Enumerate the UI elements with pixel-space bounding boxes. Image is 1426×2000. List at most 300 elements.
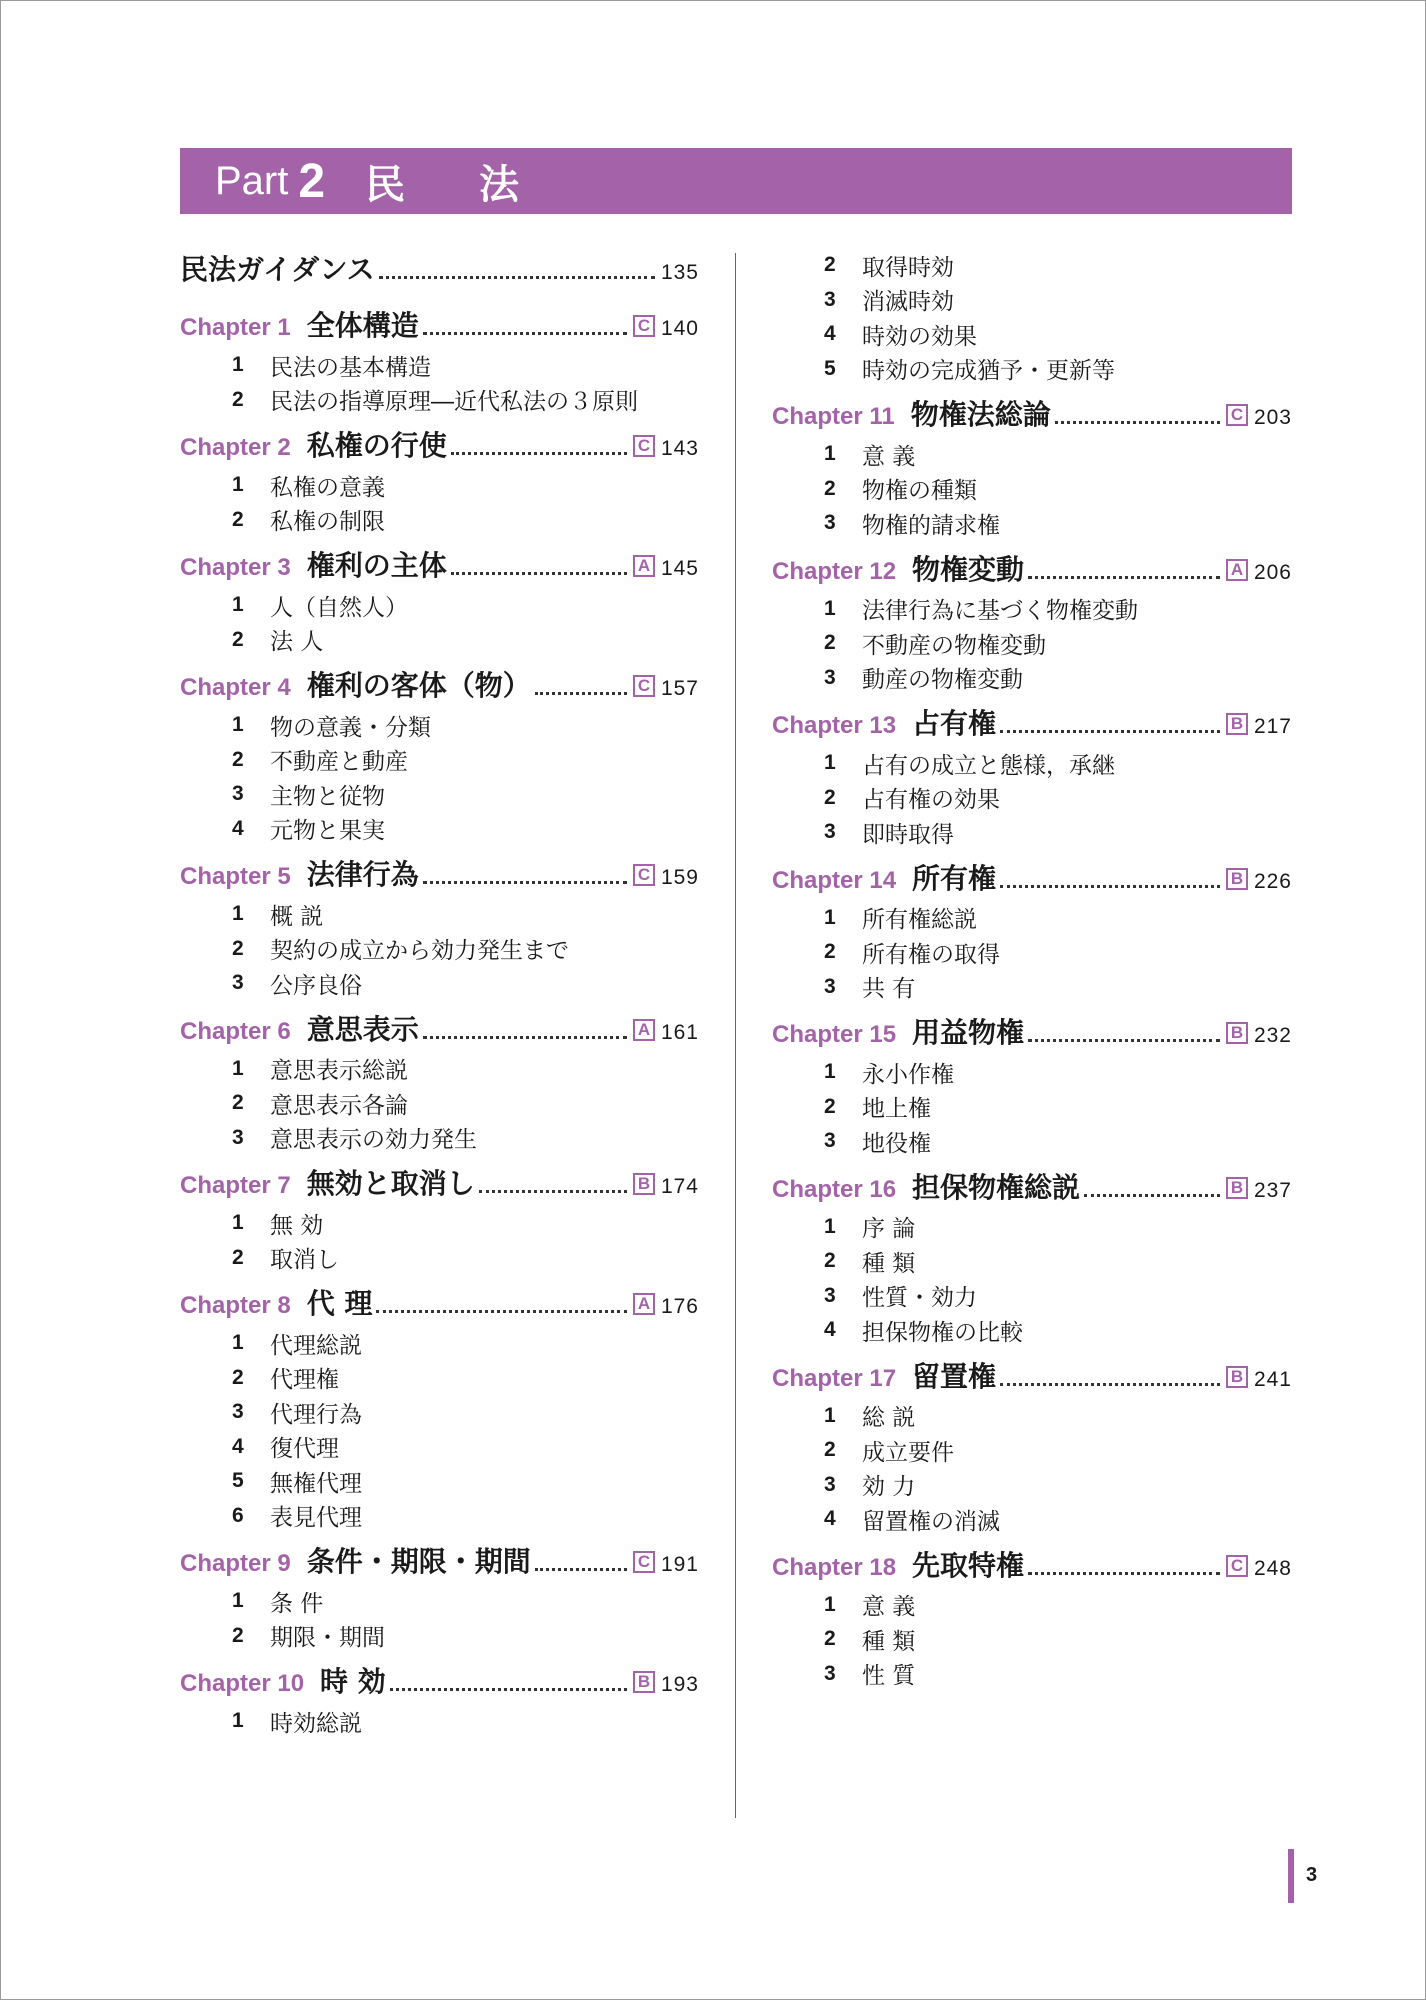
dot-leader — [1055, 421, 1220, 424]
chapter-page: 161 — [660, 1020, 699, 1044]
dot-leader — [390, 1688, 627, 1691]
section-item[interactable] — [180, 1052, 699, 1087]
chapter-heading[interactable] — [180, 1008, 699, 1052]
chapter-page: 174 — [660, 1175, 699, 1198]
section-item[interactable] — [180, 1206, 699, 1241]
left-chapter-list — [180, 304, 699, 1739]
grade-badge: A — [633, 1019, 655, 1041]
section-item[interactable] — [772, 901, 1292, 936]
section-number: 3 — [824, 1283, 836, 1307]
section-item[interactable] — [180, 777, 699, 812]
section-title: 時効の効果 — [862, 323, 977, 350]
section-title: 地役権 — [862, 1130, 931, 1157]
section-item[interactable] — [180, 743, 699, 778]
section-item[interactable] — [180, 348, 699, 383]
section-item[interactable] — [772, 1622, 1292, 1657]
section-title: 物権的請求権 — [862, 512, 1000, 539]
grade-badge: B — [1226, 1022, 1248, 1044]
section-item[interactable] — [180, 623, 699, 658]
chapter-page: 145 — [660, 557, 699, 580]
section-item[interactable] — [772, 1055, 1292, 1090]
grade-badge: C — [633, 1551, 655, 1573]
chapter-page: 237 — [1253, 1178, 1292, 1202]
guidance-title: 民法ガイダンス — [180, 253, 375, 286]
section-title: 効 力 — [862, 1474, 916, 1501]
guidance-page: 135 — [660, 261, 699, 284]
grade-badge: C — [1226, 1555, 1248, 1577]
section-title: 意思表示総説 — [270, 1058, 408, 1085]
column-divider — [735, 253, 736, 1818]
grade-badge: B — [1226, 1177, 1248, 1199]
section-item[interactable] — [772, 1588, 1292, 1623]
chapter-block — [772, 548, 1292, 696]
section-number: 1 — [232, 1056, 244, 1080]
section-title: 消滅時効 — [862, 289, 954, 316]
chapter-title: 全体構造 — [306, 309, 419, 342]
section-number: 6 — [232, 1503, 244, 1527]
section-item[interactable] — [180, 1361, 699, 1396]
section-number: 4 — [824, 322, 836, 346]
chapter-block — [180, 544, 699, 657]
section-title: 性 質 — [862, 1663, 916, 1690]
chapter-page: 140 — [660, 317, 699, 340]
chapter-label: Chapter 3 — [180, 554, 291, 581]
grade-badge: A — [633, 555, 655, 577]
section-title: 元物と果実 — [270, 818, 385, 845]
chapter-heading[interactable] — [180, 1660, 699, 1704]
section-title: 不動産と動産 — [270, 749, 408, 776]
section-item[interactable] — [180, 1464, 699, 1499]
section-number: 3 — [232, 782, 244, 806]
section-item[interactable] — [180, 1499, 699, 1534]
chapter-heading[interactable] — [772, 1011, 1292, 1055]
chapter-block — [772, 1544, 1292, 1692]
section-title: 民法の基本構造 — [270, 354, 431, 381]
chapter-title: 占有権 — [912, 707, 997, 740]
section-title: 契約の成立から効力発生まで — [270, 938, 569, 965]
chapter-title: 法律行為 — [306, 858, 419, 891]
right-chapter-list — [772, 393, 1292, 1691]
section-number: 2 — [232, 1245, 244, 1269]
dot-leader — [451, 572, 627, 575]
chapter-heading[interactable] — [180, 304, 699, 348]
section-number: 1 — [232, 902, 244, 926]
chapter-heading[interactable] — [180, 1540, 699, 1584]
section-number: 4 — [232, 1434, 244, 1458]
section-item[interactable] — [180, 812, 699, 847]
chapter-title: 所有権 — [912, 861, 997, 895]
chapter-heading[interactable] — [180, 544, 699, 588]
section-number: 2 — [824, 1438, 836, 1462]
section-number: 1 — [824, 905, 836, 929]
section-number: 1 — [824, 1214, 836, 1238]
section-title: 無 効 — [270, 1212, 324, 1239]
section-item[interactable] — [772, 472, 1292, 507]
section-title: 私権の意義 — [270, 474, 385, 501]
chapter-block — [180, 1660, 699, 1739]
chapter-title: 条件・期限・期間 — [306, 1545, 531, 1578]
section-item[interactable] — [180, 1086, 699, 1121]
chapter-block — [180, 424, 699, 537]
section-number: 2 — [824, 940, 836, 964]
section-item[interactable] — [180, 1584, 699, 1619]
section-title: 序 論 — [862, 1216, 916, 1243]
dot-leader — [1028, 576, 1220, 579]
section-title: 民法の指導原理―近代私法の３原則 — [270, 389, 638, 416]
section-item[interactable] — [180, 1430, 699, 1465]
chapter-heading[interactable] — [180, 1282, 699, 1326]
chapter-label: Chapter 5 — [180, 863, 291, 890]
chapter-label: Chapter 1 — [180, 314, 291, 341]
chapter-page: 193 — [660, 1673, 699, 1696]
dot-leader — [379, 276, 655, 279]
section-item[interactable] — [180, 708, 699, 743]
chapter-block — [772, 393, 1292, 541]
chapter-title: 代 理 — [306, 1287, 373, 1320]
section-title: 地上権 — [862, 1096, 931, 1123]
section-title: 所有権の取得 — [862, 941, 1000, 968]
chapter-title: 物権変動 — [912, 552, 1025, 586]
chapter-block — [180, 664, 699, 846]
grade-badge: C — [633, 675, 655, 697]
chapter-title: 私権の行使 — [306, 429, 447, 462]
chapter-heading[interactable] — [180, 424, 699, 468]
section-title: 法 人 — [270, 629, 324, 656]
grade-badge: C — [1226, 404, 1248, 426]
section-item[interactable] — [772, 317, 1292, 352]
section-number: 2 — [232, 1091, 244, 1115]
section-item[interactable] — [772, 1502, 1292, 1537]
section-item[interactable] — [772, 970, 1292, 1005]
section-item[interactable] — [772, 1210, 1292, 1245]
section-number: 2 — [824, 476, 836, 500]
chapter-block — [180, 1008, 699, 1156]
section-number: 5 — [824, 356, 836, 380]
grade-badge: C — [633, 864, 655, 886]
chapter-label: Chapter 9 — [180, 1550, 291, 1577]
section-number: 4 — [232, 816, 244, 840]
section-number: 1 — [824, 1403, 836, 1427]
section-item[interactable] — [772, 815, 1292, 850]
chapter-heading[interactable] — [772, 1166, 1292, 1210]
chapter-block — [180, 1540, 699, 1653]
chapter-label: Chapter 6 — [180, 1017, 291, 1045]
dot-leader — [535, 692, 627, 695]
chapter-title: 担保物権総説 — [912, 1170, 1081, 1204]
grade-badge: B — [1226, 713, 1248, 735]
section-number: 3 — [824, 820, 836, 844]
section-item[interactable] — [180, 966, 699, 1001]
section-title: 時効の完成猶予・更新等 — [862, 358, 1115, 385]
section-number: 1 — [824, 1592, 836, 1616]
section-item[interactable] — [180, 468, 699, 503]
section-title: 不動産の物権変動 — [862, 632, 1046, 659]
chapter-label: Chapter 15 — [772, 1021, 897, 1048]
dot-leader — [535, 1568, 627, 1571]
chapter-title: 権利の客体（物） — [306, 669, 531, 702]
section-title: 復代理 — [270, 1436, 339, 1463]
section-number: 4 — [824, 1318, 836, 1342]
chapter-page: 226 — [1253, 869, 1292, 893]
section-item[interactable] — [180, 1121, 699, 1156]
chapter-block — [180, 1162, 699, 1275]
section-title: 占有の成立と態様，承継 — [862, 752, 1115, 779]
dot-leader — [1028, 1039, 1220, 1042]
chapter-block — [180, 1282, 699, 1533]
section-title: 動産の物権変動 — [862, 667, 1023, 694]
chapter-label: Chapter 2 — [180, 434, 291, 461]
section-number: 1 — [232, 1331, 244, 1355]
grade-badge: A — [1226, 559, 1248, 581]
dot-leader — [423, 881, 627, 884]
part-banner — [180, 148, 1292, 214]
section-item[interactable] — [772, 352, 1292, 387]
dot-leader — [451, 452, 627, 455]
part-title: 民 法 — [365, 161, 549, 208]
section-number: 3 — [232, 1125, 244, 1149]
section-title: 意 義 — [862, 443, 916, 470]
chapter-title: 物権法総論 — [910, 398, 1051, 431]
section-number: 2 — [232, 507, 244, 531]
part-number: 2 — [298, 154, 326, 208]
chapter-label: Chapter 14 — [772, 866, 897, 894]
section-number: 2 — [232, 387, 244, 411]
section-title: 性質・効力 — [862, 1285, 977, 1312]
chapter-label: Chapter 13 — [772, 712, 897, 739]
chapter-page: 217 — [1253, 715, 1292, 738]
chapter-title: 時 効 — [320, 1665, 386, 1698]
section-title: 留置権の消滅 — [862, 1508, 1000, 1535]
section-item[interactable] — [772, 1090, 1292, 1125]
dot-leader — [423, 1036, 627, 1039]
continued-section-list — [772, 248, 1292, 386]
section-item[interactable] — [180, 897, 699, 932]
section-title: 条 件 — [270, 1590, 324, 1617]
section-item[interactable] — [772, 1244, 1292, 1279]
chapter-block — [180, 853, 699, 1001]
chapter-heading[interactable] — [772, 1355, 1292, 1399]
chapter-heading[interactable] — [772, 857, 1292, 901]
chapter-label: Chapter 16 — [772, 1175, 897, 1203]
section-number: 1 — [824, 442, 836, 466]
section-number: 3 — [824, 1129, 836, 1153]
grade-badge: B — [633, 1671, 655, 1693]
chapter-heading[interactable] — [772, 1544, 1292, 1588]
section-number: 3 — [232, 1400, 244, 1424]
section-title: 表見代理 — [270, 1505, 362, 1532]
section-title: 法律行為に基づく物権変動 — [862, 598, 1138, 625]
section-number: 3 — [824, 287, 836, 311]
chapter-heading[interactable] — [180, 853, 699, 897]
section-number: 1 — [232, 1211, 244, 1235]
chapter-label: Chapter 12 — [772, 557, 897, 585]
section-title: 代理権 — [270, 1367, 339, 1394]
chapter-block — [772, 1355, 1292, 1537]
toc-right-column — [772, 248, 1292, 1691]
section-number: 3 — [824, 1472, 836, 1496]
chapter-label: Chapter 18 — [772, 1553, 897, 1581]
grade-badge: B — [1226, 868, 1248, 890]
section-title: 所有権総説 — [862, 907, 977, 934]
section-title: 無権代理 — [270, 1470, 362, 1497]
folio-bar — [1288, 1849, 1294, 1903]
section-item[interactable] — [772, 283, 1292, 318]
dot-leader — [1000, 885, 1220, 888]
section-number: 5 — [232, 1469, 244, 1493]
section-item[interactable] — [180, 383, 699, 418]
chapter-block — [180, 304, 699, 417]
section-number: 1 — [232, 1709, 244, 1733]
chapter-title: 用益物権 — [912, 1016, 1025, 1049]
section-item[interactable] — [180, 1704, 699, 1739]
section-item[interactable] — [772, 437, 1292, 472]
section-item[interactable] — [772, 661, 1292, 696]
section-title: 即時取得 — [862, 821, 954, 848]
section-item[interactable] — [772, 1433, 1292, 1468]
section-item[interactable] — [772, 746, 1292, 781]
grade-badge: C — [633, 435, 655, 457]
grade-badge: B — [1226, 1366, 1248, 1388]
chapter-block — [772, 857, 1292, 1005]
dot-leader — [376, 1310, 627, 1313]
section-title: 概 説 — [270, 903, 324, 930]
section-number: 2 — [824, 785, 836, 809]
section-number: 1 — [824, 751, 836, 775]
section-number: 4 — [824, 1507, 836, 1531]
section-number: 2 — [232, 747, 244, 771]
part-label: Part — [215, 158, 289, 203]
chapter-title: 意思表示 — [306, 1012, 419, 1046]
section-item[interactable] — [180, 588, 699, 623]
section-number: 2 — [824, 1094, 836, 1118]
chapter-page: 232 — [1253, 1024, 1292, 1047]
dot-leader — [423, 332, 627, 335]
chapter-label: Chapter 17 — [772, 1364, 897, 1392]
chapter-heading[interactable] — [772, 702, 1292, 746]
section-item[interactable] — [180, 932, 699, 967]
chapter-page: 176 — [660, 1295, 699, 1318]
section-item[interactable] — [772, 781, 1292, 816]
chapter-heading[interactable] — [180, 1162, 699, 1206]
guidance-entry[interactable] — [180, 248, 699, 292]
section-item[interactable] — [180, 1619, 699, 1654]
chapter-page: 159 — [660, 866, 699, 889]
dot-leader — [1000, 1383, 1220, 1386]
page-number: 3 — [1306, 1864, 1318, 1886]
section-item[interactable] — [772, 1399, 1292, 1434]
section-number: 1 — [824, 1060, 836, 1084]
section-item[interactable] — [772, 1468, 1292, 1503]
section-item[interactable] — [772, 1279, 1292, 1314]
chapter-block — [772, 702, 1292, 850]
section-number: 2 — [824, 253, 836, 277]
chapter-label: Chapter 7 — [180, 1172, 291, 1199]
section-title: 公序良俗 — [270, 972, 362, 999]
section-title: 取得時効 — [862, 254, 954, 281]
section-item[interactable] — [772, 592, 1292, 627]
section-title: 代理行為 — [270, 1401, 362, 1428]
chapter-title: 留置権 — [912, 1359, 997, 1393]
chapter-label: Chapter 8 — [180, 1292, 291, 1319]
section-number: 1 — [232, 713, 244, 737]
section-item[interactable] — [772, 935, 1292, 970]
chapter-block — [772, 1166, 1292, 1348]
section-title: 担保物権の比較 — [862, 1319, 1023, 1346]
grade-badge: B — [633, 1173, 655, 1195]
chapter-heading[interactable] — [772, 393, 1292, 437]
section-item[interactable] — [180, 1395, 699, 1430]
section-item[interactable] — [772, 626, 1292, 661]
section-number: 1 — [824, 596, 836, 620]
section-number: 2 — [232, 1365, 244, 1389]
section-number: 3 — [824, 974, 836, 998]
section-number: 2 — [232, 627, 244, 651]
section-title: 人（自然人） — [270, 594, 408, 621]
chapter-page: 241 — [1253, 1367, 1292, 1391]
section-title: 代理総説 — [270, 1332, 362, 1359]
chapter-heading[interactable] — [180, 664, 699, 708]
section-title: 成立要件 — [862, 1439, 954, 1466]
section-title: 永小作権 — [862, 1061, 954, 1088]
section-number: 1 — [232, 1589, 244, 1613]
section-item[interactable] — [772, 248, 1292, 283]
chapter-label: Chapter 11 — [772, 403, 895, 430]
chapter-page: 191 — [660, 1553, 699, 1576]
section-title: 物権の種類 — [862, 478, 977, 505]
section-item[interactable] — [772, 1657, 1292, 1692]
section-number: 2 — [824, 631, 836, 655]
section-number: 3 — [232, 971, 244, 995]
chapter-label: Chapter 4 — [180, 674, 291, 701]
dot-leader — [479, 1190, 627, 1193]
toc-left-column — [180, 248, 699, 1739]
chapter-block — [772, 1011, 1292, 1159]
section-title: 期限・期間 — [270, 1625, 385, 1652]
grade-badge: A — [633, 1293, 655, 1315]
section-item[interactable] — [772, 1313, 1292, 1348]
chapter-page: 203 — [1253, 406, 1292, 429]
section-number: 3 — [824, 1661, 836, 1685]
grade-badge: C — [633, 315, 655, 337]
section-title: 主物と従物 — [270, 783, 385, 810]
section-item[interactable] — [180, 1241, 699, 1276]
section-item[interactable] — [772, 1124, 1292, 1159]
section-title: 総 説 — [862, 1405, 916, 1432]
section-title: 占有権の効果 — [862, 787, 1000, 814]
section-item[interactable] — [180, 503, 699, 538]
chapter-title: 先取特権 — [912, 1548, 1025, 1582]
section-title: 種 類 — [862, 1628, 916, 1655]
section-number: 1 — [232, 473, 244, 497]
section-item[interactable] — [180, 1326, 699, 1361]
section-number: 1 — [232, 353, 244, 377]
dot-leader — [1028, 1572, 1220, 1575]
section-number: 3 — [824, 511, 836, 535]
section-title: 私権の制限 — [270, 509, 385, 536]
section-item[interactable] — [772, 506, 1292, 541]
section-number: 2 — [824, 1249, 836, 1273]
section-number: 1 — [232, 593, 244, 617]
section-number: 2 — [232, 1623, 244, 1647]
section-title: 共 有 — [862, 976, 916, 1003]
dot-leader — [1084, 1194, 1220, 1197]
chapter-heading[interactable] — [772, 548, 1292, 592]
chapter-label: Chapter 10 — [180, 1670, 305, 1697]
section-title: 物の意義・分類 — [270, 714, 431, 741]
chapter-page: 206 — [1253, 560, 1292, 584]
section-title: 種 類 — [862, 1250, 916, 1277]
section-title: 意思表示の効力発生 — [270, 1127, 477, 1154]
